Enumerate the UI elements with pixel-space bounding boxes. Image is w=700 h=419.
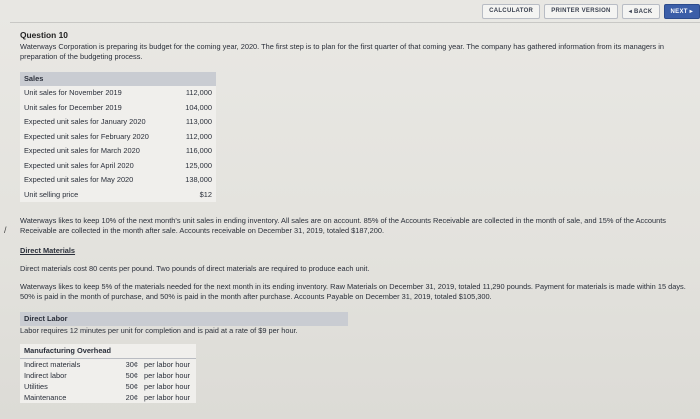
overhead-item: Indirect materials bbox=[24, 360, 81, 369]
row-value: 116,000 bbox=[185, 146, 212, 155]
overhead-basis: per labor hour bbox=[144, 393, 191, 402]
direct-labor-text: Labor requires 12 minutes per unit for completion and is paid at a rate of $9 per hour. bbox=[20, 326, 298, 335]
table-row bbox=[20, 159, 216, 174]
row-label: Expected unit sales for April 2020 bbox=[24, 160, 134, 170]
table-row bbox=[20, 101, 216, 116]
table-row bbox=[20, 173, 216, 188]
overhead-table bbox=[20, 344, 196, 403]
table-row bbox=[20, 130, 216, 145]
overhead-item: Maintenance bbox=[24, 393, 67, 402]
row-label: Expected unit sales for March 2020 bbox=[24, 146, 140, 155]
row-value: $12 bbox=[199, 189, 212, 199]
overhead-item: Indirect labor bbox=[24, 371, 67, 380]
direct-materials-cost: Direct materials cost 80 cents per pound. Two pounds of direct materials are required to produce each unit. bbox=[20, 264, 370, 273]
table-row bbox=[20, 115, 216, 130]
table-row bbox=[20, 381, 196, 392]
question-intro: Waterways Corporation is preparing its budget for the coming year, 2020. The first step is to plan for the first quarter of that coming year. The company has gathered information from its managers in preparation of the budgeting process. bbox=[20, 42, 664, 61]
back-button[interactable]: ◂ BACK bbox=[622, 4, 660, 19]
table-row bbox=[20, 359, 196, 370]
overhead-basis: per labor hour bbox=[144, 360, 191, 369]
table-row bbox=[20, 144, 216, 159]
printer-version-button[interactable]: PRINTER VERSION bbox=[544, 4, 618, 19]
row-value: 138,000 bbox=[185, 175, 212, 184]
question-content bbox=[20, 30, 690, 403]
direct-labor-heading: Direct Labor bbox=[20, 312, 348, 326]
overhead-item: Utilities bbox=[24, 382, 48, 391]
overhead-rate: 30¢ bbox=[125, 360, 138, 369]
row-value: 112,000 bbox=[185, 88, 212, 97]
sales-table bbox=[20, 72, 216, 202]
toolbar-buttons bbox=[482, 4, 700, 19]
overhead-rate: 20¢ bbox=[125, 393, 138, 402]
row-label: Unit selling price bbox=[24, 189, 79, 199]
overhead-basis: per labor hour bbox=[144, 382, 191, 391]
row-value: 112,000 bbox=[185, 131, 212, 141]
table-row bbox=[20, 188, 216, 203]
margin-mark: / bbox=[4, 225, 7, 235]
overhead-table-header: Manufacturing Overhead bbox=[20, 344, 196, 359]
table-row bbox=[20, 392, 196, 403]
table-row bbox=[20, 370, 196, 381]
next-button[interactable]: NEXT ▸ bbox=[664, 4, 700, 19]
row-value: 125,000 bbox=[185, 160, 212, 170]
question-title: Question 10 bbox=[20, 30, 68, 40]
divider bbox=[10, 22, 700, 23]
row-label: Expected unit sales for May 2020 bbox=[24, 175, 134, 184]
sales-table-header: Sales bbox=[20, 72, 216, 86]
direct-materials-policy: Waterways likes to keep 5% of the materials needed for the next month in its ending inventory. Raw Materials on December 31, 2019, totaled 11,290 pounds. Payment for materials is made within 15 days. 50% is paid in the month of purchase, and 50% is paid in the month after purchase. Accounts Payable on December 31, 2019, totaled $105,300. bbox=[20, 282, 686, 301]
overhead-basis: per labor hour bbox=[144, 371, 191, 380]
row-value: 113,000 bbox=[185, 117, 212, 126]
table-row bbox=[20, 86, 216, 101]
row-label: Unit sales for November 2019 bbox=[24, 88, 122, 97]
row-value: 104,000 bbox=[185, 102, 212, 112]
calculator-button[interactable]: CALCULATOR bbox=[482, 4, 540, 19]
top-toolbar bbox=[0, 0, 700, 20]
row-label: Expected unit sales for February 2020 bbox=[24, 131, 149, 141]
overhead-rate: 50¢ bbox=[125, 382, 138, 391]
row-label: Unit sales for December 2019 bbox=[24, 102, 122, 112]
direct-materials-heading: Direct Materials bbox=[20, 246, 76, 255]
row-label: Expected unit sales for January 2020 bbox=[24, 117, 146, 126]
inventory-paragraph: Waterways likes to keep 10% of the next month's unit sales in ending inventory. All sales are on account. 85% of the Accounts Receivable are collected in the month of sale, and 15% of the Accounts Receivable are collected in the month after sale. Accounts receivable on December 31, 2019, totaled $187,200. bbox=[20, 216, 666, 235]
overhead-rate: 50¢ bbox=[125, 371, 138, 380]
